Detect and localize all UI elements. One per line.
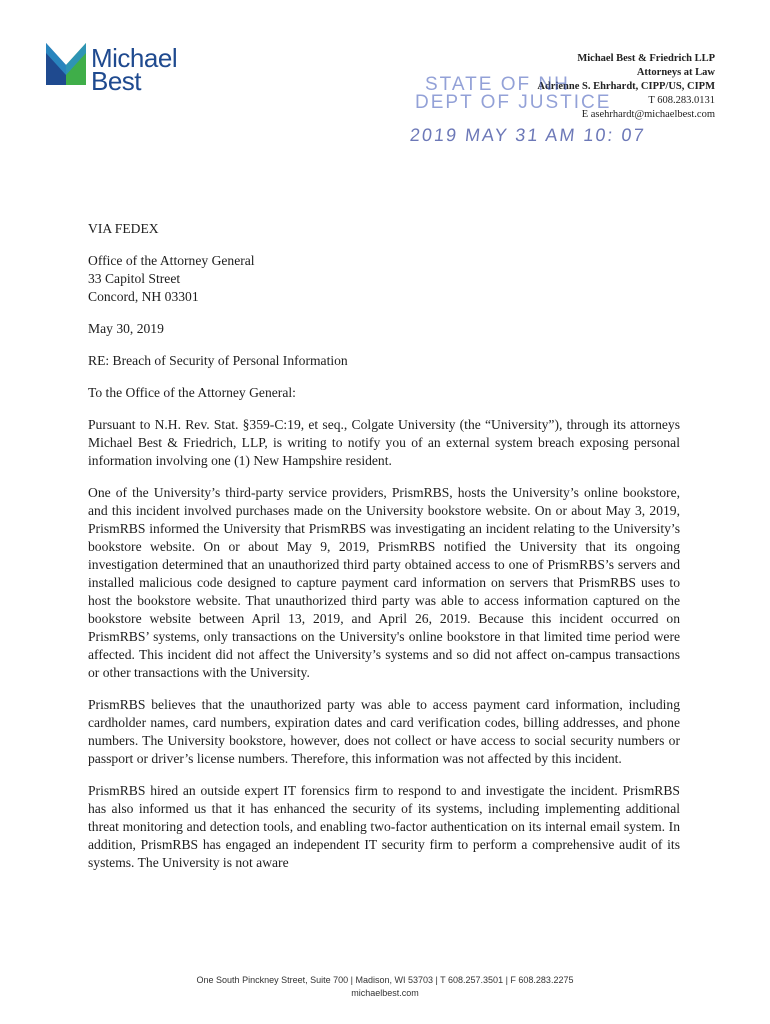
letter-body [88, 220, 680, 872]
attorney-email: E asehrhardt@michaelbest.com [581, 109, 715, 120]
paragraph: PrismRBS hired an outside expert IT forensics firm to respond to and investigate the incident. PrismRBS has also informed us that it has enhanced the security of its systems, including implementing additional threat monitoring and detection tools, and enabling two-factor authentication on its internal email system. In addition, PrismRBS has engaged an independent IT security firm to perform a comprehensive audit of its systems. The University is not aware [88, 783, 680, 870]
recipient-address [88, 252, 680, 306]
paragraph: PrismRBS believes that the unauthorized party was able to access payment card information, including cardholder names, card numbers, expiration dates and card verification codes, billing addresses, and phone numbers. The University bookstore, however, does not collect or have access to social security numbers or passport or driver’s license numbers. Therefore, this information was not affected by this incident. [88, 697, 680, 766]
firm-name: Michael Best & Friedrich LLP [577, 53, 715, 64]
received-stamp-date: 2019 MAY 31 AM 10: 07 [409, 125, 647, 145]
letterhead-footer [0, 974, 770, 1000]
firm-subtitle: Attorneys at Law [636, 67, 715, 78]
attorney-phone: T 608.283.0131 [648, 95, 715, 106]
michael-best-logo [46, 43, 178, 96]
logo-line-1: Michael [91, 43, 178, 73]
received-stamp-line-1: STATE OF NH [425, 74, 570, 95]
delivery-method: VIA FEDEX [88, 221, 159, 236]
recipient-line: Office of the Attorney General [88, 253, 255, 268]
michael-best-logo-icon [46, 43, 86, 85]
letter-date: May 30, 2019 [88, 321, 164, 336]
footer-website: michaelbest.com [351, 988, 419, 998]
letter-subject: RE: Breach of Security of Personal Information [88, 353, 348, 368]
paragraph: One of the University’s third-party service providers, PrismRBS, hosts the University’s online bookstore, and this incident involved purchases made on the University bookstore website. On or about May 3, 2019, PrismRBS informed the University that PrismRBS was investigating an incident relating to the University’s bookstore website. On or about May 9, 2019, PrismRBS notified the University that its ongoing investigation determined that an unauthorized third party obtained access to one of PrismRBS’s servers and installed malicious code designed to capture payment card information on servers that PrismRBS uses to host the bookstore website. That unauthorized third party was able to access information captured on the bookstore website between April 13, 2019, and April 26, 2019. Because this incident occurred on PrismRBS’ systems, only transactions on the University's online bookstore in that limited time period were affected. This incident did not affect the University’s systems and so did not affect on-campus transactions or other transactions with the University. [88, 485, 680, 680]
attorney-name: Adrienne S. Ehrhardt, CIPP/US, CIPM [537, 81, 715, 92]
received-stamp-line-2: DEPT OF JUSTICE [415, 92, 612, 113]
recipient-line: Concord, NH 03301 [88, 289, 199, 304]
paragraph: Pursuant to N.H. Rev. Stat. §359-C:19, et seq., Colgate University (the “University”), through its attorneys Michael Best & Friedrich, LLP, is writing to notify you of an external system breach exposing personal information involving one (1) New Hampshire resident. [88, 417, 680, 468]
letter-salutation: To the Office of the Attorney General: [88, 385, 296, 400]
footer-address: One South Pinckney Street, Suite 700 | Madison, WI 53703 | T 608.257.3501 | F 608.283.2275 [196, 975, 574, 985]
logo-line-2: Best [91, 66, 142, 96]
recipient-line: 33 Capitol Street [88, 271, 181, 286]
